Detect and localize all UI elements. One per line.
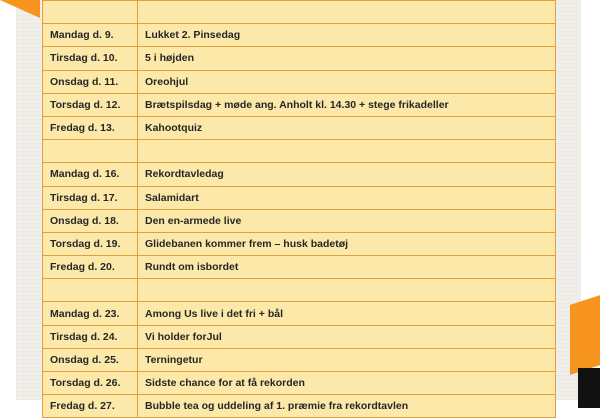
schedule-row <box>43 70 556 93</box>
activity-cell: Sidste chance for at få rekorden <box>138 372 556 395</box>
activity-cell <box>138 140 556 163</box>
activity-cell: Kahootquiz <box>138 116 556 139</box>
schedule-row <box>43 395 556 418</box>
activity-cell: Vi holder forJul <box>138 325 556 348</box>
day-cell: Fredag d. 27. <box>43 395 138 418</box>
schedule-row <box>43 163 556 186</box>
day-cell: Torsdag d. 26. <box>43 372 138 395</box>
activity-cell <box>138 279 556 302</box>
dark-side-decoration <box>578 368 600 408</box>
schedule-row <box>43 256 556 279</box>
day-cell: Mandag d. 23. <box>43 302 138 325</box>
activity-cell: Bubble tea og uddeling af 1. præmie fra rekordtavlen <box>138 395 556 418</box>
day-cell: Onsdag d. 11. <box>43 70 138 93</box>
activity-cell: Among Us live i det fri + bål <box>138 302 556 325</box>
activity-cell: Den en-armede live <box>138 209 556 232</box>
schedule-row <box>43 372 556 395</box>
orange-corner-decoration <box>0 0 40 18</box>
activity-cell: Salamidart <box>138 186 556 209</box>
day-cell: Tirsdag d. 10. <box>43 47 138 70</box>
schedule-row <box>43 47 556 70</box>
week-separator-row <box>43 140 556 163</box>
day-cell <box>43 1 138 24</box>
week-separator-row <box>43 279 556 302</box>
day-cell: Torsdag d. 12. <box>43 93 138 116</box>
schedule-row <box>43 24 556 47</box>
activity-cell: 5 i højden <box>138 47 556 70</box>
schedule-row <box>43 232 556 255</box>
schedule-row <box>43 186 556 209</box>
day-cell: Torsdag d. 19. <box>43 232 138 255</box>
day-cell: Mandag d. 9. <box>43 24 138 47</box>
schedule-row <box>43 325 556 348</box>
schedule-row <box>43 302 556 325</box>
day-cell: Tirsdag d. 17. <box>43 186 138 209</box>
schedule-row <box>43 93 556 116</box>
activity-cell: Oreohjul <box>138 70 556 93</box>
activity-cell: Terningetur <box>138 348 556 371</box>
activity-schedule-table <box>42 0 556 418</box>
day-cell: Tirsdag d. 24. <box>43 325 138 348</box>
day-cell: Mandag d. 16. <box>43 163 138 186</box>
week-separator-row <box>43 1 556 24</box>
activity-cell <box>138 1 556 24</box>
day-cell: Onsdag d. 18. <box>43 209 138 232</box>
activity-cell: Rundt om isbordet <box>138 256 556 279</box>
day-cell: Onsdag d. 25. <box>43 348 138 371</box>
activity-cell: Rekordtavledag <box>138 163 556 186</box>
schedule-row <box>43 116 556 139</box>
schedule-body <box>43 1 556 418</box>
activity-cell: Lukket 2. Pinsedag <box>138 24 556 47</box>
schedule-row <box>43 209 556 232</box>
day-cell: Fredag d. 20. <box>43 256 138 279</box>
activity-cell: Glidebanen kommer frem – husk badetøj <box>138 232 556 255</box>
schedule-row <box>43 348 556 371</box>
day-cell: Fredag d. 13. <box>43 116 138 139</box>
orange-side-decoration <box>570 295 600 375</box>
day-cell <box>43 279 138 302</box>
activity-cell: Brætspilsdag + møde ang. Anholt kl. 14.30 + stege frikadeller <box>138 93 556 116</box>
day-cell <box>43 140 138 163</box>
